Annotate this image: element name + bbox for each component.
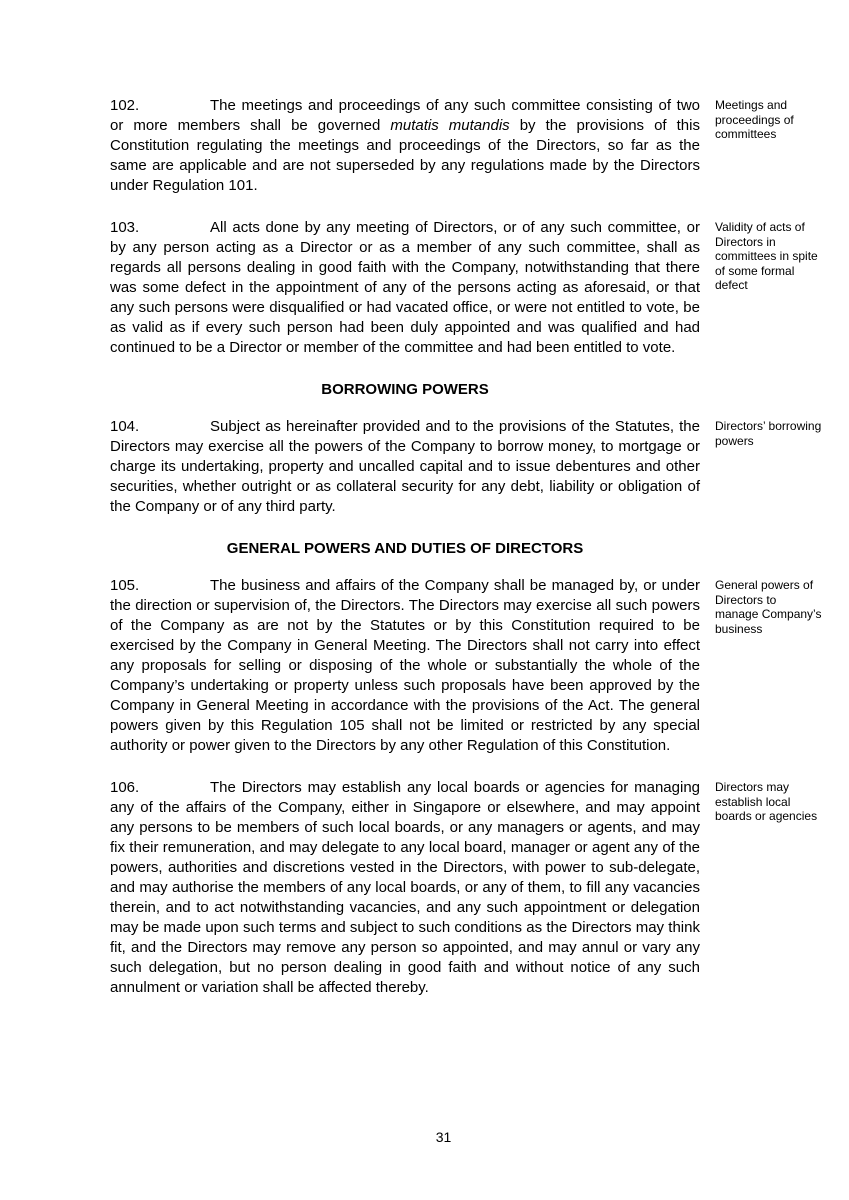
regulation-body-text: All acts done by any meeting of Directors, or of any such committee, or by any person acting as a Director or as a member of any such committee, shall as regards all persons dealing in good faith with the Company, notwithstanding that there was some defect in the appointment of any of the persons acting as aforesaid, or that any such persons were disqualified or had vacated office, or were not entitled to vote, be as valid as if every such person had been duly appointed and was qualified and had continued to be a Director or member of the committee and had been entitled to vote. [110, 219, 700, 356]
regulation-103 [110, 218, 823, 358]
page-number: 31 [435, 1129, 452, 1145]
section-heading-borrowing-powers: BORROWING POWERS [321, 381, 489, 398]
regulation-103-text [110, 218, 700, 358]
regulation-number: 103. [110, 219, 140, 236]
regulation-105 [110, 576, 823, 756]
regulation-106 [110, 778, 823, 998]
margin-note-102: Meetings and proceedings of committees [715, 98, 794, 141]
margin-note-104: Directors’ borrowing powers [715, 419, 822, 448]
regulation-number: 106. [110, 779, 140, 796]
margin-note-105: General powers of Directors to manage Company’s business [715, 578, 822, 636]
margin-note-103: Validity of acts of Directors in committees in spite of some formal defect [715, 220, 818, 292]
regulation-102-text [110, 96, 700, 196]
margin-note-empty [715, 539, 823, 541]
section-heading-general-powers-row [110, 539, 823, 559]
regulation-body-text: by the provisions of this Constitution regulating the meetings and proceedings of the Directors, so far as the same are applicable and are not superseded by any regulations made by the Directors under Regulation 101. [110, 117, 700, 194]
regulation-105-text [110, 576, 700, 756]
regulation-104 [110, 417, 823, 517]
margin-note-empty [715, 380, 823, 382]
regulation-102 [110, 96, 823, 196]
regulation-body-text: The business and affairs of the Company shall be managed by, or under the direction or supervision of, the Directors. The Directors may exercise all such powers of the Company as are not by the Statutes or by this Constitution required to be exercised by the Company in General Meeting. The Directors shall not carry into effect any proposals for selling or disposing of the whole or substantially the whole of the Company’s undertaking or property unless such proposals have been approved by the Company in General Meeting in accordance with the provisions of the Act. The general powers given by this Regulation 105 shall not be limited or restricted by any special authority or power given to the Directors by any other Regulation of this Constitution. [110, 577, 700, 754]
latin-phrase: mutatis mutandis [390, 117, 510, 134]
regulation-number: 104. [110, 418, 140, 435]
document-content [110, 96, 823, 998]
regulation-number: 102. [110, 97, 140, 114]
regulation-number: 105. [110, 577, 140, 594]
section-heading-general-powers: GENERAL POWERS AND DUTIES OF DIRECTORS [226, 540, 584, 557]
regulation-104-text [110, 417, 700, 517]
section-heading-borrowing-powers-row [110, 380, 823, 400]
regulation-body-text: Subject as hereinafter provided and to the provisions of the Statutes, the Directors may exercise all the powers of the Company to borrow money, to mortgage or charge its undertaking, property and uncalled capital and to issue debentures and other securities, whether outright or as collateral security for any debt, liability or obligation of the Company or of any third party. [110, 418, 700, 515]
margin-note-106: Directors may establish local boards or agencies [715, 780, 818, 823]
regulation-body-text: The meetings and proceedings of any such committee consisting of two or more members shall be governed [110, 97, 700, 134]
regulation-body-text: The Directors may establish any local boards or agencies for managing any of the affairs of the Company, either in Singapore or elsewhere, and may appoint any persons to be members of such local boards, or any managers or agents, and may fix their remuneration, and may delegate to any local board, manager or agent any of the powers, authorities and discretions vested in the Directors, with power to sub-delegate, and may authorise the members of any local boards, or any of them, to fill any vacancies therein, and to act notwithstanding vacancies, and any such appointment or delegation may be made upon such terms and subject to such conditions as the Directors may think fit, and the Directors may remove any person so appointed, and may annul or vary any such delegation, but no person dealing in good faith and without notice of any such annulment or variation shall be affected thereby. [110, 779, 700, 996]
regulation-106-text [110, 778, 700, 998]
